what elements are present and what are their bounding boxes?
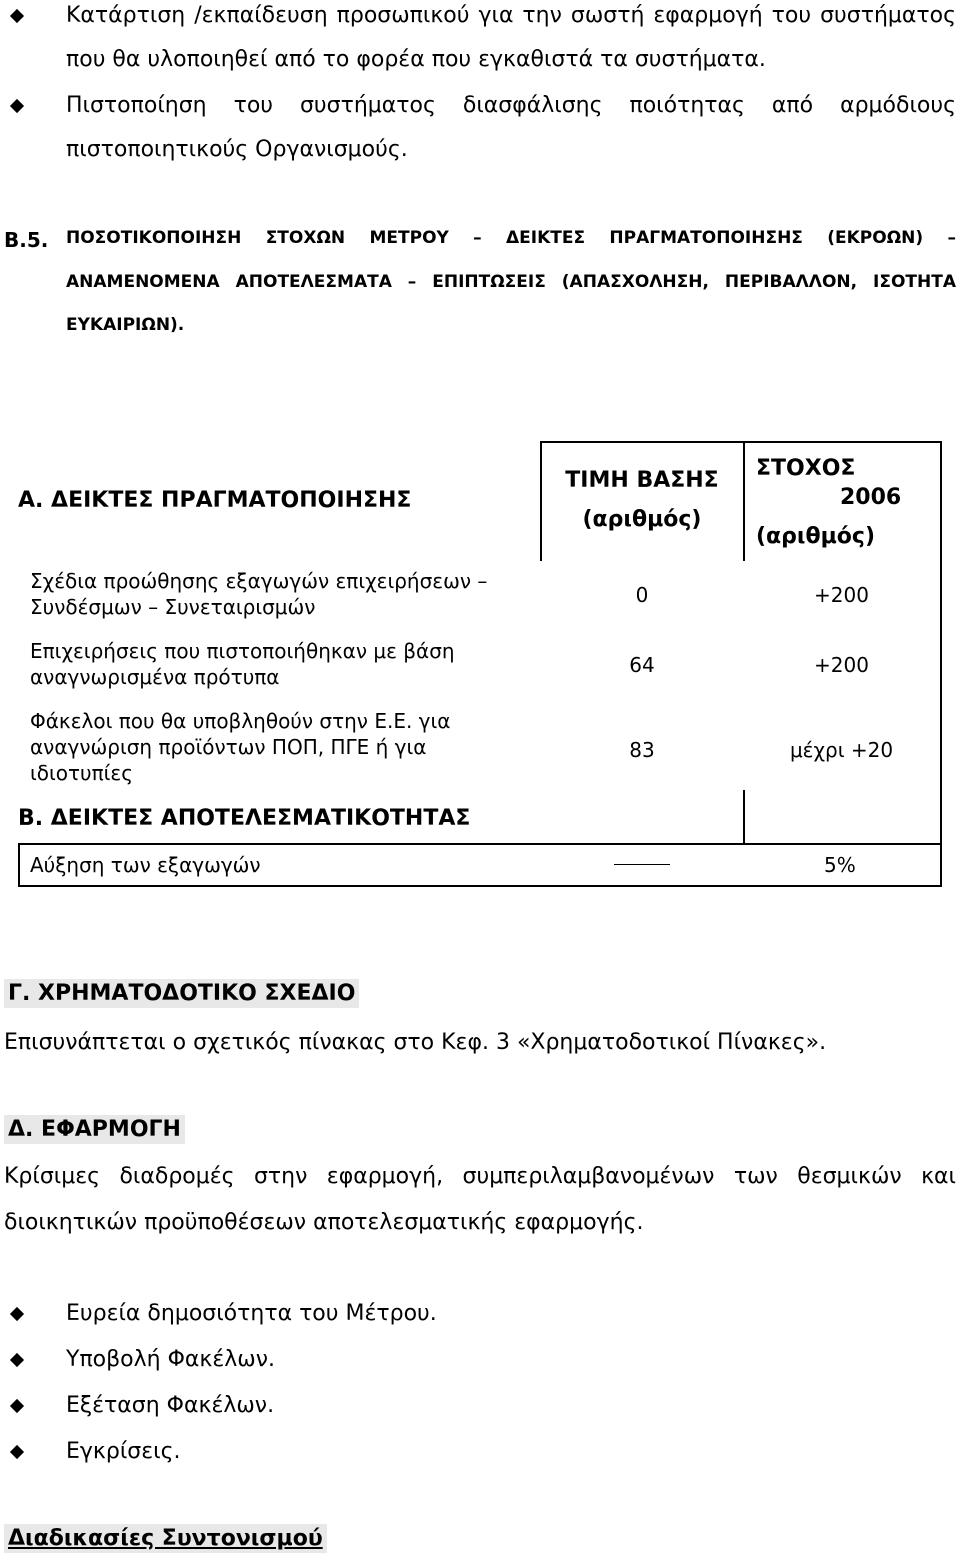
header-target: ΣΤΟΧΟΣ bbox=[756, 456, 856, 481]
table-cell-target: μέχρι +20 bbox=[789, 738, 894, 762]
section-d-heading bbox=[4, 1117, 185, 1142]
section-number: Β.5. bbox=[4, 228, 49, 252]
header-base-value: ΤΙΜΗ ΒΑΣΗΣ bbox=[565, 468, 719, 493]
diamond-bullet-icon bbox=[10, 1445, 24, 1459]
coordination-heading bbox=[4, 1526, 327, 1551]
section-d-line: Κρίσιμες διαδρομές στην εφαρμογή, συμπεριλαμβανομένων των θεσμικών και bbox=[4, 1164, 956, 1189]
bullet-line: πιστοποιητικούς Οργανισμούς. bbox=[66, 137, 408, 162]
table-row-label: Επιχειρήσεις που πιστοποιήθηκαν με βάση αναγνωρισμένα πρότυπα bbox=[30, 639, 455, 689]
list-item: Εγκρίσεις. bbox=[66, 1439, 181, 1464]
table-row-label: Φάκελοι που θα υποβληθούν στην Ε.Ε. για αναγνώριση προϊόντων ΠΟΠ, ΠΓΕ ή για ιδιοτυπίες bbox=[30, 709, 451, 785]
table-row-label: Σχέδια προώθησης εξαγωγών επιχειρήσεων – Συνδέσμων – Συνεταιρισμών bbox=[30, 569, 488, 619]
table-cell-target: +200 bbox=[814, 583, 869, 607]
section-d-line: διοικητικών προϋποθέσεων αποτελεσματικής εφαρμογής. bbox=[4, 1210, 644, 1235]
section-title-line: ΑΝΑΜΕΝΟΜΕΝΑ ΑΠΟΤΕΛΕΣΜΑΤΑ – ΕΠΙΠΤΩΣΕΙΣ (ΑΠΑΣΧΟΛΗΣΗ, ΠΕΡΙΒΑΛΛΟΝ, ΙΣΟΤΗΤΑ bbox=[66, 272, 956, 292]
section-g-text: Επισυνάπτεται ο σχετικός πίνακας στο Κεφ. 3 «Χρηματοδοτικοί Πίνακες». bbox=[4, 1030, 827, 1055]
list-item: Ευρεία δημοσιότητα του Μέτρου. bbox=[66, 1301, 437, 1326]
list-item: Εξέταση Φακέλων. bbox=[66, 1393, 275, 1418]
diamond-bullet-icon bbox=[10, 99, 24, 113]
header-target-unit: (αριθμός) bbox=[756, 524, 876, 549]
table-cell-base: 64 bbox=[629, 653, 655, 677]
table-cell-target: +200 bbox=[814, 653, 869, 677]
table-header-a: Α. ΔΕΙΚΤΕΣ ΠΡΑΓΜΑΤΟΠΟΙΗΣΗΣ bbox=[18, 488, 412, 513]
heading-text: Γ. ΧΡΗΜΑΤΟΔΟΤΙΚΟ ΣΧΕΔΙΟ bbox=[4, 979, 359, 1008]
bullet-line: που θα υλοποιηθεί από το φορέα που εγκαθιστά τα συστήματα. bbox=[66, 47, 766, 72]
diamond-bullet-icon bbox=[10, 1307, 24, 1321]
header-base-unit: (αριθμός) bbox=[582, 507, 702, 532]
section-g-heading bbox=[4, 981, 359, 1006]
bullet-line: Κατάρτιση /εκπαίδευση προσωπικού για την σωστή εφαρμογή του συστήματος bbox=[66, 3, 956, 28]
heading-text: Διαδικασίες Συντονισμού bbox=[4, 1524, 327, 1553]
table-cell-target: 5% bbox=[824, 853, 856, 877]
table-cell-base: 0 bbox=[635, 583, 649, 607]
diamond-bullet-icon bbox=[10, 1399, 24, 1413]
diamond-bullet-icon bbox=[10, 9, 24, 23]
table-cell-base: 83 bbox=[629, 738, 655, 762]
heading-text: Δ. ΕΦΑΡΜΟΓΗ bbox=[4, 1115, 185, 1144]
list-item: Υποβολή Φακέλων. bbox=[66, 1347, 275, 1372]
table-header-b: Β. ΔΕΙΚΤΕΣ ΑΠΟΤΕΛΕΣΜΑΤΙΚΟΤΗΤΑΣ bbox=[18, 806, 471, 831]
bullet-line: Πιστοποίηση του συστήματος διασφάλισης ποιότητας από αρμόδιους bbox=[66, 93, 956, 118]
section-title-line: ΠΟΣΟΤΙΚΟΠΟΙΗΣΗ ΣΤΟΧΩΝ ΜΕΤΡΟΥ – ΔΕΙΚΤΕΣ ΠΡΑΓΜΑΤΟΠΟΙΗΣΗΣ (ΕΚΡΟΩΝ) – bbox=[66, 228, 956, 248]
table-row-label: Αύξηση των εξαγωγών bbox=[30, 853, 261, 877]
section-title-line: ΕΥΚΑΙΡΙΩΝ). bbox=[66, 315, 185, 335]
empty-value-dash bbox=[614, 864, 670, 865]
diamond-bullet-icon bbox=[10, 1353, 24, 1367]
header-target-year: 2006 bbox=[840, 485, 902, 510]
